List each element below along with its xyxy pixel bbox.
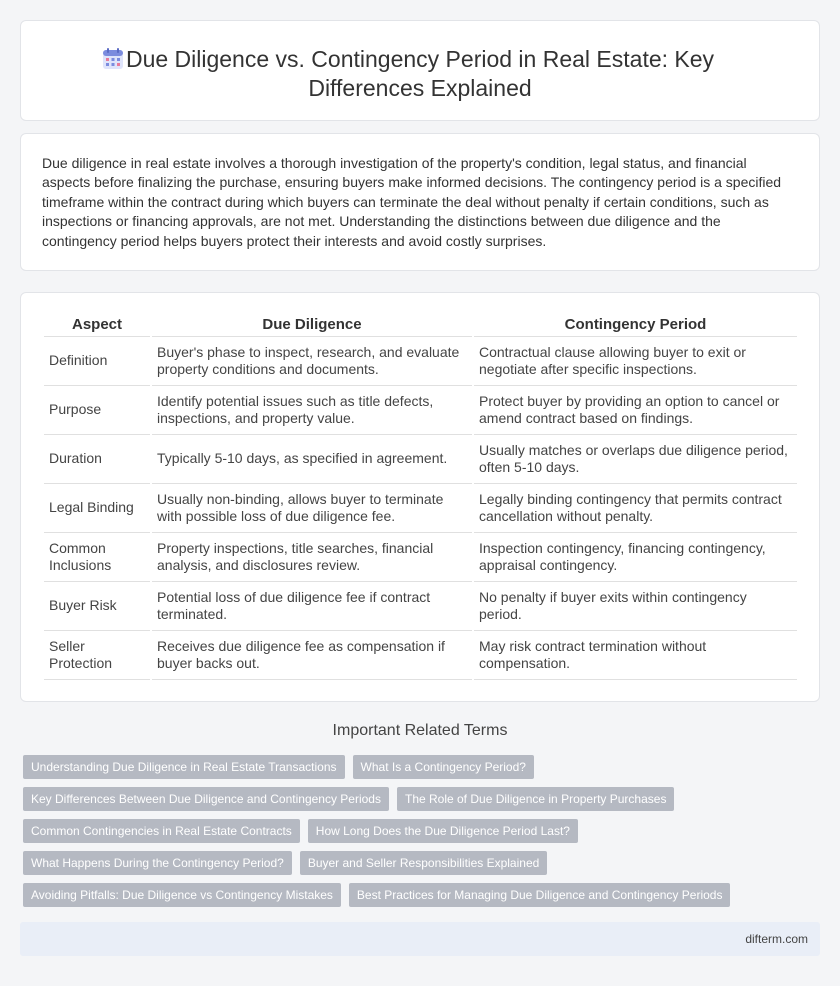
header-card: [20, 20, 820, 121]
related-term-link[interactable]: The Role of Due Diligence in Property Purchases: [397, 787, 674, 811]
row-contingency: No penalty if buyer exits within contingency period.: [474, 582, 797, 631]
row-contingency: May risk contract termination without compensation.: [474, 631, 797, 680]
intro-card: [20, 133, 820, 271]
comparison-table-card: [20, 292, 820, 702]
table-row: [44, 631, 797, 680]
page-title: Due Diligence vs. Contingency Period in Real Estate: Key Differences Explained: [125, 46, 715, 101]
row-aspect: Legal Binding: [44, 484, 150, 533]
related-terms-tags: [23, 755, 823, 915]
related-term-link[interactable]: Understanding Due Diligence in Real Estate Transactions: [23, 755, 345, 779]
row-due-diligence: Potential loss of due diligence fee if contract terminated.: [152, 582, 472, 631]
table-row: [44, 337, 797, 386]
related-term-link[interactable]: Buyer and Seller Responsibilities Explained: [300, 851, 547, 875]
row-due-diligence: Usually non-binding, allows buyer to terminate with possible loss of due diligence fee.: [152, 484, 472, 533]
related-term-link[interactable]: Best Practices for Managing Due Diligence and Contingency Periods: [349, 883, 731, 907]
row-contingency: Inspection contingency, financing contingency, appraisal contingency.: [474, 533, 797, 582]
row-aspect: Definition: [44, 337, 150, 386]
row-aspect: Purpose: [44, 386, 150, 435]
related-term-link[interactable]: Common Contingencies in Real Estate Contracts: [23, 819, 300, 843]
row-due-diligence: Receives due diligence fee as compensation if buyer backs out.: [152, 631, 472, 680]
related-term-link[interactable]: What Happens During the Contingency Period?: [23, 851, 292, 875]
header-due-diligence: Due Diligence: [152, 315, 472, 337]
tag-row: [23, 755, 823, 779]
tag-row: [23, 819, 823, 843]
related-term-link[interactable]: What Is a Contingency Period?: [353, 755, 534, 779]
comparison-table: [42, 315, 799, 680]
footer: [20, 922, 820, 956]
row-due-diligence: Identify potential issues such as title defects, inspections, and property value.: [152, 386, 472, 435]
related-term-link[interactable]: Avoiding Pitfalls: Due Diligence vs Contingency Mistakes: [23, 883, 341, 907]
row-due-diligence: Buyer's phase to inspect, research, and evaluate property conditions and documents.: [152, 337, 472, 386]
header-aspect: Aspect: [44, 315, 150, 337]
tag-row: [23, 787, 823, 811]
row-due-diligence: Property inspections, title searches, financial analysis, and disclosures review.: [152, 533, 472, 582]
related-term-link[interactable]: Key Differences Between Due Diligence and Contingency Periods: [23, 787, 389, 811]
header-contingency-period: Contingency Period: [474, 315, 797, 337]
table-row: [44, 386, 797, 435]
tag-row: [23, 883, 823, 907]
row-due-diligence: Typically 5-10 days, as specified in agreement.: [152, 435, 472, 484]
table-row: [44, 582, 797, 631]
row-aspect: Seller Protection: [44, 631, 150, 680]
intro-paragraph: Due diligence in real estate involves a thorough investigation of the property's condition, legal status, and financial aspects before finalizing the purchase, ensuring buyers make informed decisions. The contingency period is a specified timeframe within the contract during which buyers can terminate the deal without penalty if certain conditions, such as inspections or financing approvals, are not met. Understanding the distinctions between due diligence and the contingency period helps buyers protect their interests and avoid costly surprises.: [42, 155, 782, 249]
row-contingency: Contractual clause allowing buyer to exit or negotiate after specific inspections.: [474, 337, 797, 386]
footer-site-link[interactable]: difterm.com: [745, 932, 808, 946]
related-term-link[interactable]: How Long Does the Due Diligence Period Last?: [308, 819, 578, 843]
row-aspect: Duration: [44, 435, 150, 484]
row-contingency: Protect buyer by providing an option to cancel or amend contract based on findings.: [474, 386, 797, 435]
table-header-row: [44, 315, 797, 337]
table-row: [44, 484, 797, 533]
row-aspect: Common Inclusions: [44, 533, 150, 582]
table-row: [44, 435, 797, 484]
table-row: [44, 533, 797, 582]
row-contingency: Usually matches or overlaps due diligence period, often 5-10 days.: [474, 435, 797, 484]
row-contingency: Legally binding contingency that permits contract cancellation without penalty.: [474, 484, 797, 533]
tag-row: [23, 851, 823, 875]
row-aspect: Buyer Risk: [44, 582, 150, 631]
related-terms-heading: Important Related Terms: [332, 722, 508, 739]
